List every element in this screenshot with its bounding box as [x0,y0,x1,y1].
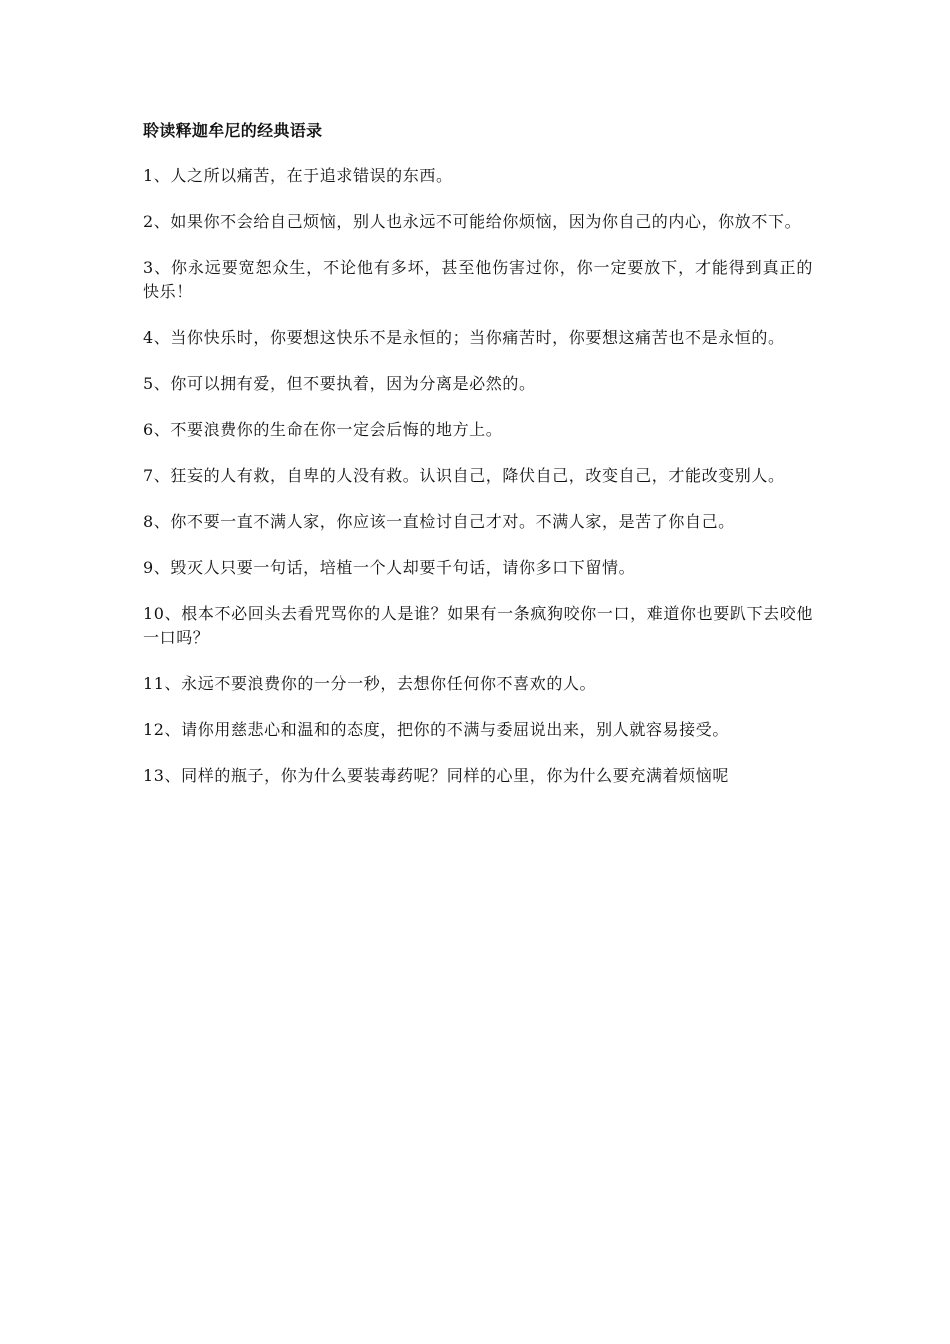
quote-6: 6、不要浪费你的生命在你一定会后悔的地方上。 [143,420,503,439]
quote-7: 7、狂妄的人有救，自卑的人没有救。认识自己，降伏自己，改变自己，才能改变别人。 [143,466,785,485]
quote-3: 3、你永远要宽恕众生，不论他有多坏，甚至他伤害过你，你一定要放下，才能得到真正的快乐！ [143,258,813,301]
quote-4: 4、当你快乐时，你要想这快乐不是永恒的；当你痛苦时，你要想这痛苦也不是永恒的。 [143,328,785,347]
quote-1: 1、人之所以痛苦，在于追求错误的东西。 [143,166,453,185]
quote-5: 5、你可以拥有爱，但不要执着，因为分离是必然的。 [143,374,536,393]
quote-13: 13、同样的瓶子，你为什么要装毒药呢？同样的心里，你为什么要充满着烦恼呢 [143,766,729,785]
quote-8: 8、你不要一直不满人家，你应该一直检讨自己才对。不满人家，是苦了你自己。 [143,512,735,531]
document-page [143,118,813,810]
quote-10: 10、根本不必回头去看咒骂你的人是谁？如果有一条疯狗咬你一口，难道你也要趴下去咬他一口吗？ [143,604,813,647]
document-title: 聆读释迦牟尼的经典语录 [143,121,323,140]
quote-2: 2、如果你不会给自己烦恼，别人也永远不可能给你烦恼，因为你自己的内心，你放不下。 [143,212,802,231]
quote-11: 11、永远不要浪费你的一分一秒，去想你任何你不喜欢的人。 [143,674,597,693]
quote-9: 9、毁灭人只要一句话，培植一个人却要千句话，请你多口下留情。 [143,558,636,577]
quote-12: 12、请你用慈悲心和温和的态度，把你的不满与委屈说出来，别人就容易接受。 [143,720,729,739]
